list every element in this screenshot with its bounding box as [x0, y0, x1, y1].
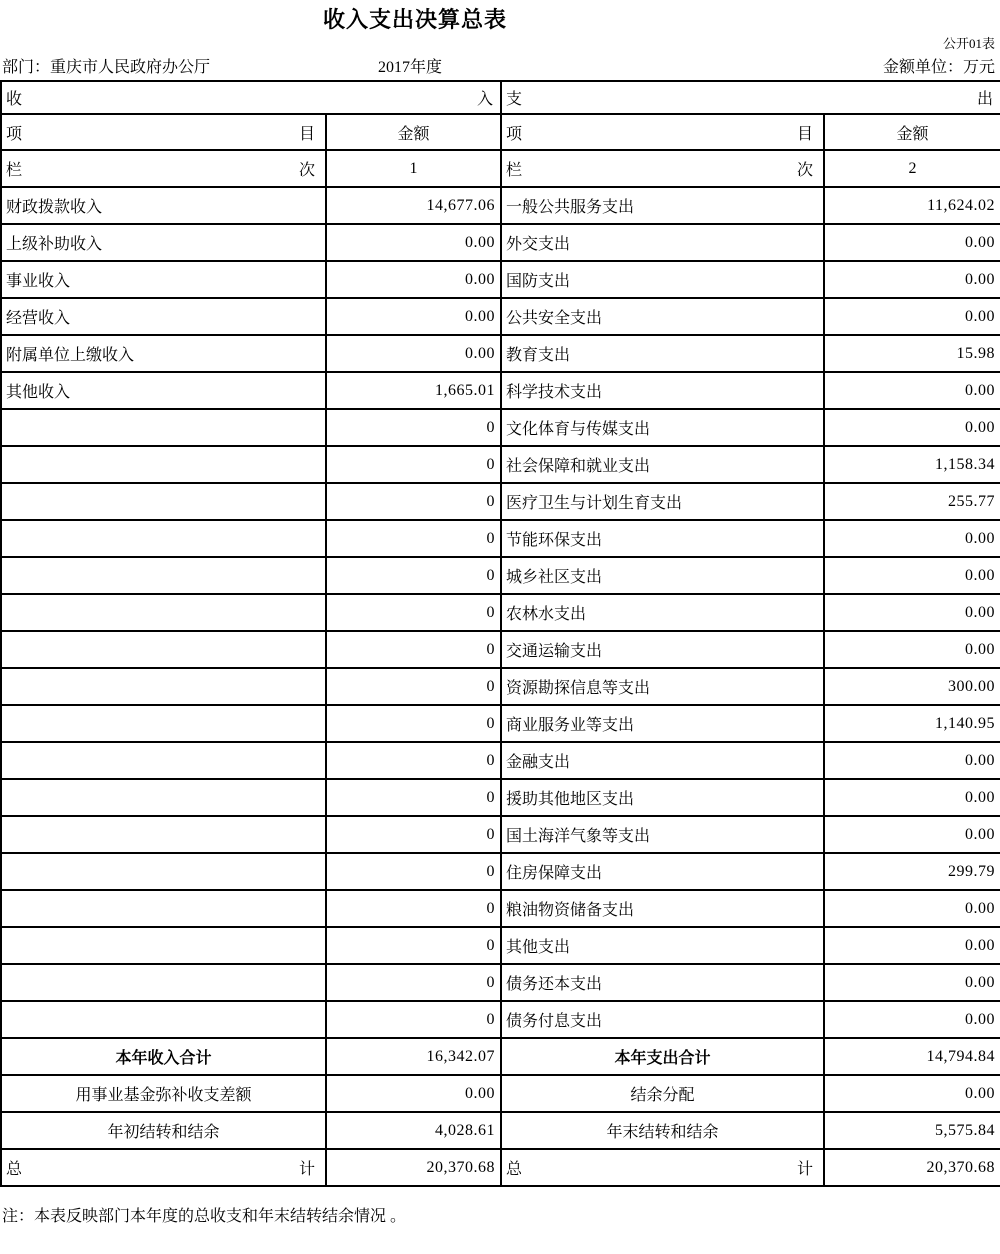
expense-item-cell: 其他支出: [501, 927, 824, 964]
table-row: [1, 1001, 1000, 1038]
income-summary-amount: 20,370.68: [326, 1149, 501, 1186]
expense-item-cell: 科学技术支出: [501, 372, 824, 409]
expense-item-cell: 国土海洋气象等支出: [501, 816, 824, 853]
income-item-cell: 财政拨款收入: [1, 187, 326, 224]
income-item-cell: [1, 853, 326, 890]
income-item-cell: [1, 594, 326, 631]
expense-item-cell: 文化体育与传媒支出: [501, 409, 824, 446]
section-header-row: [1, 81, 1000, 114]
income-item-cell: [1, 520, 326, 557]
expense-item-cell: 社会保障和就业支出: [501, 446, 824, 483]
expense-amount-cell: 0.00: [824, 298, 1000, 335]
column-number-row: [1, 150, 1000, 187]
income-item-cell: [1, 927, 326, 964]
table-row: [1, 890, 1000, 927]
income-amount-header: 金额: [326, 114, 501, 150]
expense-amount-header: 金额: [824, 114, 1000, 150]
income-summary-label: 总 计: [1, 1149, 326, 1186]
income-amount-cell: 0: [326, 446, 501, 483]
expense-amount-cell: 0.00: [824, 927, 1000, 964]
expense-item-cell: 国防支出: [501, 261, 824, 298]
income-item-cell: [1, 890, 326, 927]
income-item-cell: 附属单位上缴收入: [1, 335, 326, 372]
expense-amount-cell: 0.00: [824, 557, 1000, 594]
income-item-cell: 事业收入: [1, 261, 326, 298]
income-summary-label: 年初结转和结余: [1, 1112, 326, 1149]
table-row: [1, 631, 1000, 668]
table-row: [1, 668, 1000, 705]
table-row: [1, 594, 1000, 631]
expense-amount-cell: 0.00: [824, 520, 1000, 557]
income-item-cell: [1, 1001, 326, 1038]
expense-item-cell: 教育支出: [501, 335, 824, 372]
table-row: [1, 927, 1000, 964]
income-amount-cell: 1,665.01: [326, 372, 501, 409]
income-item-cell: [1, 446, 326, 483]
table-row: [1, 520, 1000, 557]
income-item-cell: 上级补助收入: [1, 224, 326, 261]
income-amount-cell: 0.00: [326, 298, 501, 335]
income-amount-cell: 0: [326, 409, 501, 446]
income-item-cell: [1, 705, 326, 742]
expense-item-cell: 交通运输支出: [501, 631, 824, 668]
income-amount-cell: 0.00: [326, 335, 501, 372]
expense-amount-cell: 0.00: [824, 1001, 1000, 1038]
expense-item-cell: 住房保障支出: [501, 853, 824, 890]
table-info-row: [0, 58, 1000, 78]
income-amount-cell: 0: [326, 705, 501, 742]
expense-amount-cell: 1,158.34: [824, 446, 1000, 483]
table-row: [1, 853, 1000, 890]
expense-amount-cell: 0.00: [824, 224, 1000, 261]
budget-table: [0, 80, 1000, 1187]
income-amount-cell: 0: [326, 742, 501, 779]
table-row: [1, 187, 1000, 224]
expense-item-header: 项 目: [501, 114, 824, 150]
table-row: [1, 779, 1000, 816]
income-amount-cell: 0.00: [326, 224, 501, 261]
expense-amount-cell: 255.77: [824, 483, 1000, 520]
expense-column-number: 2: [824, 150, 1000, 187]
expense-amount-cell: 0.00: [824, 816, 1000, 853]
expense-amount-cell: 0.00: [824, 890, 1000, 927]
expense-item-cell: 金融支出: [501, 742, 824, 779]
income-summary-label: 用事业基金弥补收支差额: [1, 1075, 326, 1112]
income-item-cell: [1, 631, 326, 668]
income-amount-cell: 0.00: [326, 261, 501, 298]
income-amount-cell: 0: [326, 520, 501, 557]
expense-amount-cell: 299.79: [824, 853, 1000, 890]
expense-amount-cell: 0.00: [824, 261, 1000, 298]
expense-summary-amount: 14,794.84: [824, 1038, 1000, 1075]
expense-amount-cell: 300.00: [824, 668, 1000, 705]
expense-amount-cell: 11,624.02: [824, 187, 1000, 224]
table-row: [1, 261, 1000, 298]
expense-amount-cell: 0.00: [824, 779, 1000, 816]
table-row: [1, 705, 1000, 742]
expense-summary-label: 年末结转和结余: [501, 1112, 824, 1149]
expense-amount-cell: 15.98: [824, 335, 1000, 372]
expense-item-cell: 节能环保支出: [501, 520, 824, 557]
income-item-cell: [1, 483, 326, 520]
expense-amount-cell: 0.00: [824, 409, 1000, 446]
expense-item-cell: 债务付息支出: [501, 1001, 824, 1038]
amount-unit-label: 金额单位：万元: [882, 59, 995, 76]
expense-summary-amount: 5,575.84: [824, 1112, 1000, 1149]
table-row: [1, 409, 1000, 446]
income-amount-cell: 0: [326, 557, 501, 594]
income-amount-cell: 0: [326, 927, 501, 964]
income-item-header: 项 目: [1, 114, 326, 150]
expense-item-cell: 援助其他地区支出: [501, 779, 824, 816]
expense-item-cell: 一般公共服务支出: [501, 187, 824, 224]
income-amount-cell: 0: [326, 890, 501, 927]
expense-summary-label: 结余分配: [501, 1075, 824, 1112]
table-row: [1, 742, 1000, 779]
table-row: [1, 372, 1000, 409]
fiscal-year-label: 2017年度: [378, 59, 443, 76]
income-amount-cell: 0: [326, 779, 501, 816]
income-summary-label: 本年收入合计: [1, 1038, 326, 1075]
income-amount-cell: 0: [326, 853, 501, 890]
expense-amount-cell: 0.00: [824, 594, 1000, 631]
income-amount-cell: 0: [326, 631, 501, 668]
expense-item-cell: 公共安全支出: [501, 298, 824, 335]
expense-amount-cell: 0.00: [824, 372, 1000, 409]
expense-summary-amount: 20,370.68: [824, 1149, 1000, 1186]
income-amount-cell: 0: [326, 816, 501, 853]
expense-summary-label: 总 计: [501, 1149, 824, 1186]
expense-section-header: 支 出: [501, 81, 1000, 114]
income-amount-cell: 0: [326, 1001, 501, 1038]
expense-item-cell: 资源勘探信息等支出: [501, 668, 824, 705]
doc-number-label: 公开01表: [942, 36, 995, 51]
footnote: 注：本表反映部门本年度的总收支和年末结转结余情况 。: [2, 1208, 407, 1225]
expense-item-cell: 外交支出: [501, 224, 824, 261]
summary-row: [1, 1149, 1000, 1186]
income-amount-cell: 14,677.06: [326, 187, 501, 224]
table-row: [1, 557, 1000, 594]
expense-amount-cell: 0.00: [824, 742, 1000, 779]
expense-amount-cell: 0.00: [824, 631, 1000, 668]
income-amount-cell: 0: [326, 668, 501, 705]
expense-item-cell: 商业服务业等支出: [501, 705, 824, 742]
table-row: [1, 483, 1000, 520]
expense-item-cell: 农林水支出: [501, 594, 824, 631]
column-title-row: [1, 114, 1000, 150]
expense-summary-amount: 0.00: [824, 1075, 1000, 1112]
expense-item-cell: 城乡社区支出: [501, 557, 824, 594]
income-column-label: 栏 次: [1, 150, 326, 187]
table-row: [1, 335, 1000, 372]
income-summary-amount: 16,342.07: [326, 1038, 501, 1075]
expense-amount-cell: 0.00: [824, 964, 1000, 1001]
income-item-cell: [1, 816, 326, 853]
income-section-header: 收 入: [1, 81, 501, 114]
income-item-cell: [1, 779, 326, 816]
expense-item-cell: 医疗卫生与计划生育支出: [501, 483, 824, 520]
expense-summary-label: 本年支出合计: [501, 1038, 824, 1075]
page-title: 收入支出决算总表: [322, 7, 507, 32]
income-summary-amount: 0.00: [326, 1075, 501, 1112]
table-row: [1, 298, 1000, 335]
income-amount-cell: 0: [326, 483, 501, 520]
table-row: [1, 964, 1000, 1001]
income-amount-cell: 0: [326, 964, 501, 1001]
income-item-cell: [1, 964, 326, 1001]
table-row: [1, 224, 1000, 261]
table-row: [1, 446, 1000, 483]
expense-item-cell: 粮油物资储备支出: [501, 890, 824, 927]
income-amount-cell: 0: [326, 594, 501, 631]
table-row: [1, 816, 1000, 853]
summary-row: [1, 1112, 1000, 1149]
expense-amount-cell: 1,140.95: [824, 705, 1000, 742]
income-item-cell: [1, 557, 326, 594]
income-item-cell: [1, 742, 326, 779]
income-item-cell: 其他收入: [1, 372, 326, 409]
summary-row: [1, 1038, 1000, 1075]
income-summary-amount: 4,028.61: [326, 1112, 501, 1149]
income-column-number: 1: [326, 150, 501, 187]
summary-row: [1, 1075, 1000, 1112]
income-item-cell: [1, 668, 326, 705]
expense-column-label: 栏 次: [501, 150, 824, 187]
income-item-cell: 经营收入: [1, 298, 326, 335]
department-label: 部门：重庆市人民政府办公厅: [2, 59, 211, 76]
expense-item-cell: 债务还本支出: [501, 964, 824, 1001]
income-item-cell: [1, 409, 326, 446]
